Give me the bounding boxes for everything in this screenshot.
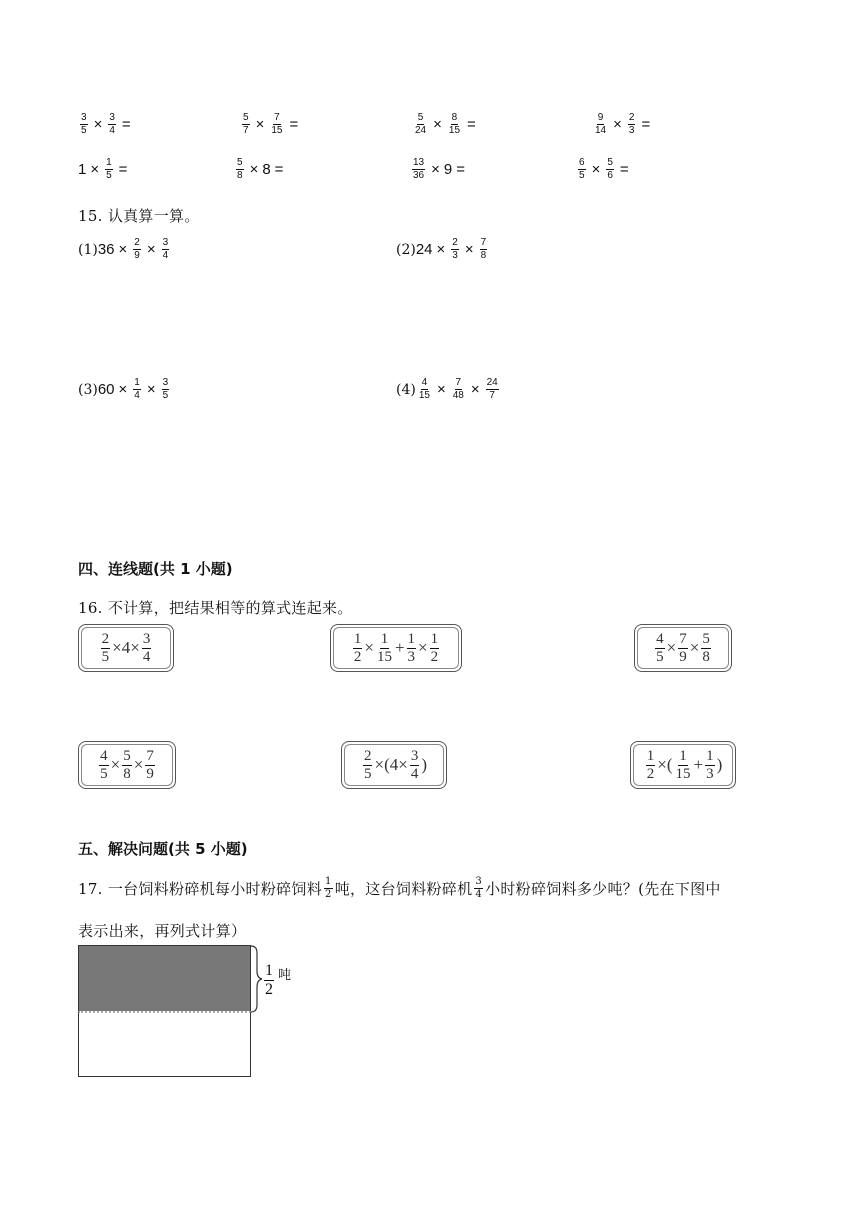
calc-2-4: $\frac{6}{5}$ × $\frac{5}{6}$ =: [579, 157, 629, 181]
q15-item-1: (1) 36 × $\frac{2}{9}$ × $\frac{3}{4}$: [78, 237, 169, 261]
q15-item-3: (3) 60 × $\frac{1}{4}$ × $\frac{3}{5}$: [78, 377, 169, 401]
match-box-bottom-3[interactable]: $\frac{1}{2}$ × ( $\frac{1}{15}$ + $\frac{1}{3}$ ): [630, 741, 736, 789]
calc-1-4: $\frac{9}{14}$ × $\frac{2}{3}$ =: [595, 112, 651, 136]
match-box-top-2[interactable]: $\frac{1}{2}$ × $\frac{1}{15}$ + $\frac{1}{3}$ × $\frac{1}{2}$: [330, 624, 462, 672]
section-4-heading: 四、连线题(共 1 小题): [78, 560, 233, 578]
diagram-empty-half[interactable]: [78, 1011, 251, 1077]
match-box-bottom-1[interactable]: $\frac{4}{5}$ × $\frac{5}{8}$ × $\frac{7}{9}$: [78, 741, 176, 789]
section-5-heading: 五、解决问题(共 5 小题): [78, 840, 248, 858]
match-box-top-3[interactable]: $\frac{4}{5}$ × $\frac{7}{9}$ × $\frac{5}{8}$: [634, 624, 732, 672]
brace-icon: [249, 945, 263, 1013]
calc-1-2: $\frac{5}{7}$ × $\frac{7}{15}$ =: [243, 112, 299, 136]
calc-2-2: $\frac{5}{8}$ × 8 =: [237, 157, 284, 181]
question-17-line-1: 17. 一台饲料粉碎机每小时粉碎饲料 $\frac{1}{2}$ 吨，这台饲料粉碎机 $\frac{3}{4}$ 小时粉碎饲料多少吨？(先在下图中: [78, 876, 721, 900]
diagram-label: $\frac{1}{2}$ 吨: [265, 962, 292, 998]
question-17-line-2: 表示出来，再列式计算）: [78, 922, 247, 940]
diagram-shaded-half: [78, 945, 251, 1012]
match-box-bottom-2[interactable]: $\frac{2}{5}$ × ( 4 × $\frac{3}{4}$ ): [341, 741, 447, 789]
match-box-top-1[interactable]: $\frac{2}{5}$ × 4 × $\frac{3}{4}$: [78, 624, 174, 672]
calc-2-1: 1 × $\frac{1}{5}$ =: [78, 157, 128, 181]
calc-1-3: $\frac{5}{24}$ × $\frac{8}{15}$ =: [415, 112, 476, 136]
question-15-title: 15. 认真算一算。: [78, 207, 200, 225]
question-16-title: 16. 不计算，把结果相等的算式连起来。: [78, 599, 353, 617]
calc-2-3: $\frac{13}{36}$ × 9 =: [413, 157, 465, 181]
q15-item-4: (4) $\frac{4}{15}$ × $\frac{7}{48}$ × $\frac{24}{7}$: [396, 377, 498, 401]
q15-item-2: (2) 24 × $\frac{2}{3}$ × $\frac{7}{8}$: [396, 237, 487, 261]
calc-1-1: $\frac{3}{5}$ × $\frac{3}{4}$ =: [81, 112, 131, 136]
